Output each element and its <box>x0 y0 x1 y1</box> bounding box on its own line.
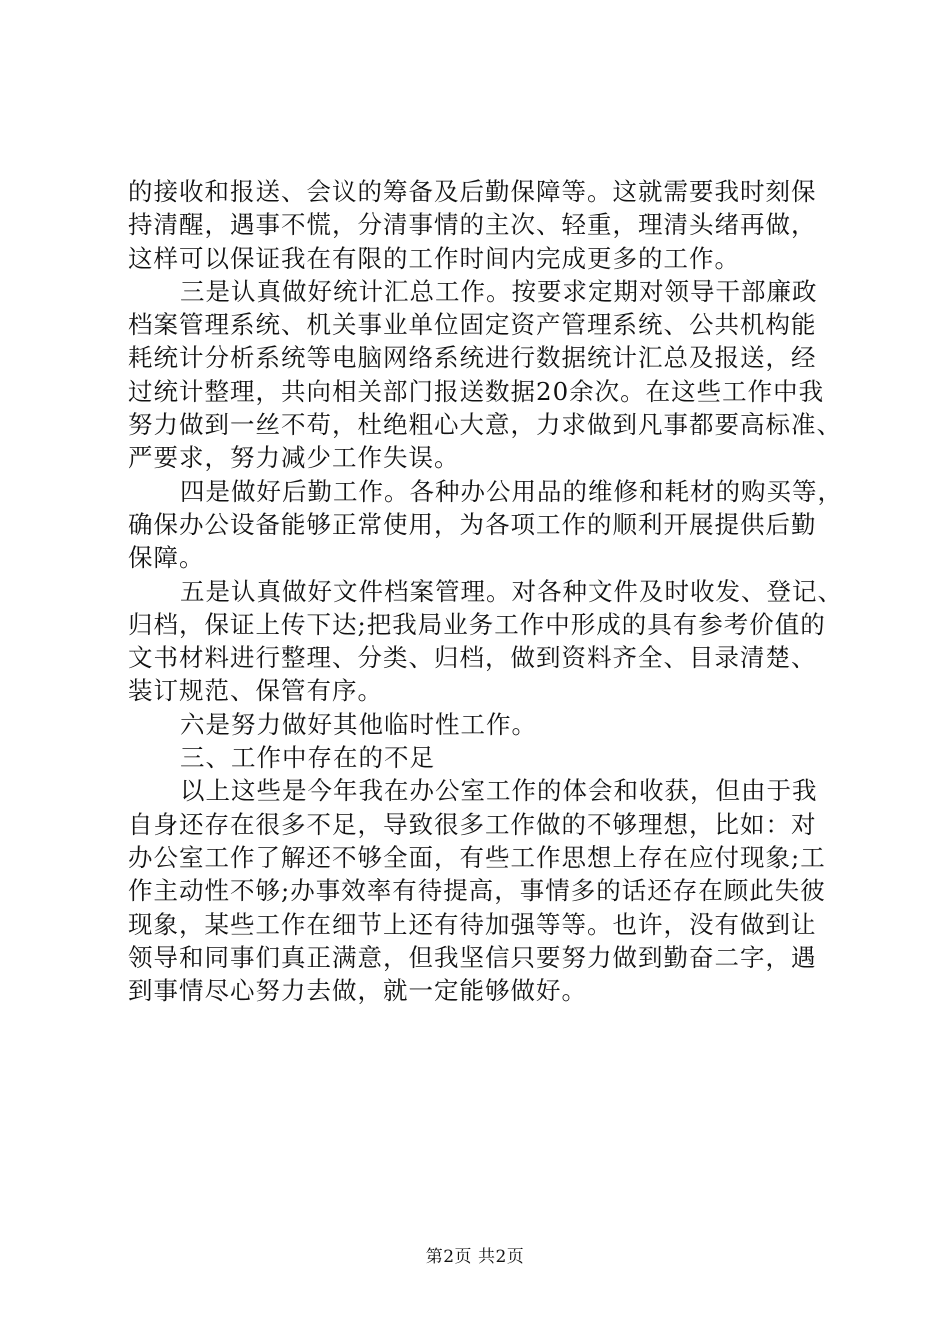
text-line: 作主动性不够;办事效率有待提高，事情多的话还存在顾此失彼 <box>128 876 826 906</box>
text-line: 到事情尽心努力去做，就一定能够做好。 <box>128 976 587 1006</box>
text-line: 现象，某些工作在细节上还有待加强等等。也许，没有做到让 <box>128 909 817 939</box>
text-line: 自身还存在很多不足，导致很多工作做的不够理想，比如：对 <box>128 809 817 839</box>
text-line: 过统计整理，共向相关部门报送数据20余次。在这些工作中我 <box>128 376 825 406</box>
document-body <box>128 175 848 1007</box>
text-line: 的接收和报送、会议的筹备及后勤保障等。这就需要我时刻保 <box>128 177 817 206</box>
text-line: 档案管理系统、机关事业单位固定资产管理系统、公共机构能 <box>128 310 817 340</box>
page-footer: 第2页 共2页 <box>425 1247 525 1267</box>
text-line: 文书材料进行整理、分类、归档，做到资料齐全、目录清楚、 <box>128 643 817 673</box>
text-line: 六是努力做好其他临时性工作。 <box>180 709 537 739</box>
text-line: 领导和同事们真正满意，但我坚信只要努力做到勤奋二字，遇 <box>128 942 817 972</box>
text-line: 三是认真做好统计汇总工作。按要求定期对领导干部廉政 <box>180 276 818 306</box>
text-line: 保障。 <box>128 543 205 573</box>
text-line: 归档，保证上传下达;把我局业务工作中形成的具有参考价值的 <box>128 609 826 639</box>
text-line: 努力做到一丝不苟，杜绝粗心大意，力求做到凡事都要高标准、 <box>128 410 842 440</box>
text-line: 装订规范、保管有序。 <box>128 676 383 706</box>
text-line: 三、工作中存在的不足 <box>180 743 435 773</box>
text-line: 耗统计分析系统等电脑网络系统进行数据统计汇总及报送，经 <box>128 343 817 373</box>
text-line: 办公室工作了解还不够全面，有些工作思想上存在应付现象;工 <box>128 842 826 872</box>
text-line: 确保办公设备能够正常使用，为各项工作的顺利开展提供后勤 <box>128 509 817 539</box>
text-line: 五是认真做好文件档案管理。对各种文件及时收发、登记、 <box>180 576 843 606</box>
text-line: 这样可以保证我在有限的工作时间内完成更多的工作。 <box>128 243 740 273</box>
text-line: 严要求，努力减少工作失误。 <box>128 443 460 473</box>
text-line: 以上这些是今年我在办公室工作的体会和收获，但由于我 <box>180 776 818 806</box>
text-line: 持清醒，遇事不慌，分清事情的主次、轻重，理清头绪再做， <box>128 210 817 240</box>
text-line: 四是做好后勤工作。各种办公用品的维修和耗材的购买等， <box>180 476 843 506</box>
